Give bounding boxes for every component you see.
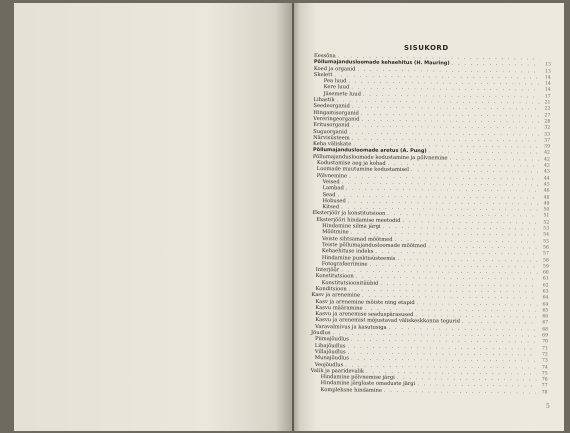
toc-entry-page: 13 [544,62,551,68]
toc-entry-label: Interjöör [315,267,340,274]
toc-entry-page: 71 [542,346,548,352]
toc-entry-label: Kasvu ja arenemist mõjustavad väliskeskkonna tegurid [315,317,460,326]
toc-entry-page: 13 [544,69,551,75]
toc-entry-page: 53 [543,226,550,232]
toc-entry-label: Kasv ja arenemine mõiste ning etapid [315,298,415,306]
toc-entry-page: 27 [544,113,551,119]
toc-entry-page: 22 [544,106,551,112]
toc-entry-label: Eksterjööri hindamise meetodid [316,216,401,224]
toc-entry-page: 28 [544,119,551,125]
toc-entry-page: 45 [543,182,550,188]
toc-entry-page: 64 [542,301,549,308]
toc-entry-label: Hindamine punktisüsteemis [321,254,396,262]
toc-entry-page: 14 [544,87,551,93]
toc-entry-page: 39 [544,144,551,150]
toc-entry-page: 52 [543,220,550,226]
toc-entry-page: 43 [543,169,550,175]
toc-entry-page: 37 [544,138,551,144]
toc-entry-page: 62 [542,283,549,289]
toc-entry-page: 63 [542,289,549,295]
toc-entry-label: Konditsioon [315,286,347,293]
toc-entry-page: 42 [544,157,550,163]
toc-entry-page: 78 [541,390,548,396]
toc-entry-label: Hingamisorganid [313,109,359,117]
toc-entry-label: Põlvnemine [316,172,348,179]
toc-entry-label: Vereringeorganid [313,115,360,123]
left-page [14,3,292,431]
toc-entry-label: Valik ja paaridevalik [310,367,365,375]
toc-entry-page: 51 [543,213,550,219]
toc-entry-label: Põllumajandusloomade aretus (A. Pung) [312,147,427,155]
toc-entry-page: 42 [544,150,550,156]
toc-entry-label: Veiste sihtsamad mõõtmed [322,235,393,243]
toc-entry-page: 60 [542,270,549,276]
toc-entry-label: Põllumajandusloomade kehaehitus (H. Mauring) [313,59,450,67]
toc-entry-page: 55 [543,239,550,245]
toc-entry-page: 68 [542,327,549,333]
toc-entry-page: 58 [542,257,549,263]
toc-entry-label: Eritusorganid [313,122,350,129]
toc-entry-label: Fotografeerimine [321,260,368,268]
toc-entry-page: 69 [542,333,549,339]
toc-entry-label: Lambad [322,185,344,192]
toc-entry-page: 42 [543,163,550,169]
toc-entry-label: Munajõudlus [314,355,349,362]
toc-entry-page: 66 [542,314,549,320]
toc-entry-label: Kehaehituse indeks [321,248,374,255]
toc-entry-page: 54 [543,232,550,238]
toc-entry-label: Põllumajandusloomade kodustamine ja põlvnemine [312,153,448,162]
toc-entry-page: 21 [544,100,551,106]
toc-entry-label: Sead [322,191,336,198]
toc-entry-page: 48 [543,194,550,201]
toc-entry-label: Konstitutsioon [315,273,354,280]
toc-entry-page: 76 [541,377,548,383]
toc-entry-page: 61 [542,276,549,282]
toc-entry-page: 44 [543,176,550,182]
toc-entry-label: Eksterjöör ja konstitutsioon [312,210,386,218]
toc-entry-label: Jõudlus [311,330,331,337]
toc-entry-label: Skelett [313,71,333,79]
toc-entry-label: Hindamine järglaste omaduste järgi [320,380,416,388]
toc-entry-page: 59 [542,264,549,270]
page-title: SISUKORD [404,44,449,52]
toc-entry-page: 70 [542,339,549,345]
toc-entry-label: Konstitutsioonitüübid [321,279,379,287]
toc-entry-label: Villajõudlus [314,348,346,356]
toc-entry-page: 50 [543,207,550,213]
toc-entry-page: 49 [543,201,550,207]
toc-entry-label: Kasv ja arenemine [311,292,361,299]
toc-entry-label: Hindamine silma järgi [322,223,381,230]
toc-entry-label: Lihastik [313,97,335,104]
toc-entry-label: Närvisüsteem [313,134,350,142]
toc-entry-page: 67 [542,320,549,326]
toc-entry-page: 77 [541,383,548,389]
toc-entry-page: 57 [543,251,549,257]
toc-entry-page: 56 [543,245,549,251]
toc-entry-label: Kodustamise aeg ja kohad [316,160,386,167]
toc-entry-label: Loomade muutumine kodustamisel [316,166,409,174]
toc-entry-page: 65 [542,308,549,314]
toc-entry-page: 14 [544,75,551,81]
toc-entry-label: Keha väliskate [313,141,352,148]
toc-entry-label: Seedeorganid [313,103,350,110]
toc-entry-page: 17 [544,94,551,100]
toc-entry-label: Jäsemete luud [323,90,361,98]
toc-entry-page: 33 [544,131,551,138]
toc-entry-label: Varavalmivus ja kasutusiga [315,323,387,331]
toc-entry-label: Hobused [322,197,346,205]
book-gutter [292,3,294,431]
toc-entry-page: 72 [541,352,548,358]
toc-entry-label: Lihajõudlus [314,342,346,350]
toc-entry-label: Koed ja organid [313,65,356,73]
page-number: 5 [546,403,550,410]
toc-entry-label: Kasvu määramine [315,304,363,312]
toc-entry-label: Suguorganid [313,128,348,135]
toc-entry-label: Kompleksne hindamine [320,386,382,394]
toc-entry-label: Hindamine põlvnemise järgi [320,374,395,382]
toc-entry-page: 73 [541,358,548,364]
toc-entry-label: Veojõudlus [314,361,344,368]
toc-entry-label: Piimajõudlus [314,336,349,343]
toc-entry-label: Kasvu ja arenemise seaduspärasused [315,311,414,319]
toc-entry-label: Mõõtmine [322,229,349,236]
toc-entry-page: 75 [541,371,548,377]
toc-entry-label: Kere luud [323,84,350,91]
toc-entry-label: Eessõna [313,53,336,60]
toc-entry-label: Teiste põllumajandusloomade mõõtmed [321,242,427,250]
toc-entry-page: 74 [541,364,548,371]
toc-entry-page: 46 [543,188,550,194]
toc-entry-page: 14 [544,81,551,87]
toc-entry-label: Veised [322,179,340,186]
toc-entry-page: 64 [542,295,549,301]
toc-entry-label: Kitsed [322,204,340,211]
toc-entry-label: Pea luud [323,78,347,85]
table-of-contents [310,53,551,395]
toc-entry-page: 32 [544,125,551,131]
